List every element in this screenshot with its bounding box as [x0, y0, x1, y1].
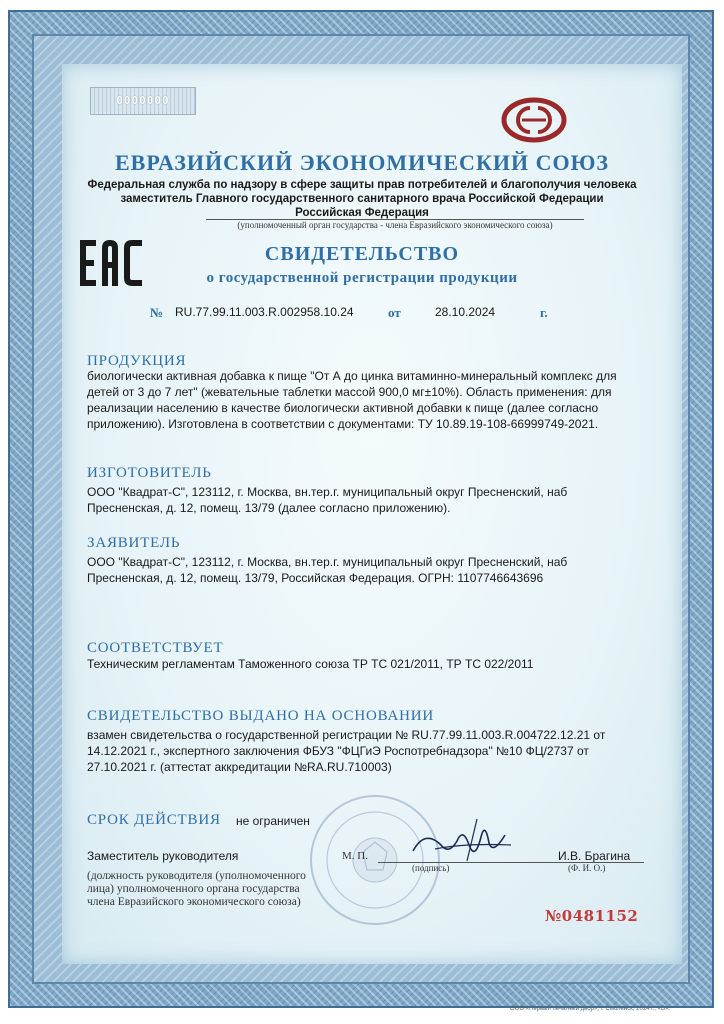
signatory-position: Заместитель руководителя: [87, 849, 239, 863]
position-caption: [87, 870, 306, 909]
union-title: ЕВРАЗИЙСКИЙ ЭКОНОМИЧЕСКИЙ СОЮЗ: [114, 150, 610, 175]
conforms-heading: СООТВЕТСТВУЕТ: [87, 640, 224, 656]
agency-line: заместитель Главного государственного санитарного врача Российской Федерации: [120, 193, 604, 205]
position-caption-line: лица) уполномоченного органа государства: [87, 883, 300, 895]
certificate-date: 28.10.2024: [435, 305, 496, 319]
basis-text: [87, 727, 632, 775]
product-line: детей от 3 до 7 лет" (жевательные таблетки массой 900,0 мг±10%). Область применения: для: [87, 385, 612, 399]
serial-number: №0481152: [545, 907, 639, 925]
product-line: приложению). Изготовлена в соответствии с документами: ТУ 10.89.19-108-66999749-2021.: [87, 417, 599, 431]
form-number-box: [90, 87, 196, 115]
date-label: от: [388, 305, 401, 320]
agency-line: Российская Федерация: [295, 207, 429, 219]
product-line: биологически активная добавка к пище "От А до цинка витаминно-минеральный комплекс для: [87, 369, 617, 383]
agency-caption: (уполномоченный орган государства - члена Евразийского экономического союза): [237, 220, 553, 230]
issuing-agency: [60, 178, 664, 220]
signatory-name: И.В. Брагина: [558, 849, 631, 863]
applicant-line: Пресненская, д. 12, помещ. 13/79, Российская Федерация. ОГРН: 1107746643696: [87, 571, 544, 585]
name-caption: (Ф. И. О.): [568, 863, 606, 873]
number-label: №: [150, 305, 164, 320]
signature-caption: (подпись): [412, 863, 450, 873]
position-caption-line: (должность руководителя (уполномоченного: [87, 870, 306, 882]
manufacturer-line: Пресненская, д. 12, помещ. 13/79 (далее согласно приложению).: [87, 501, 451, 515]
printer-imprint: ООО «Первый печатный двор», г. Смоленск, 2024 г., «В».: [510, 1006, 670, 1012]
certificate-number: RU.77.99.11.003.R.002958.10.24: [175, 305, 354, 319]
year-suffix: г.: [540, 305, 548, 320]
product-line: реализации населению в качестве биологически активной добавки к пище (далее согласно: [87, 401, 599, 415]
basis-line: 27.10.2021 г. (аттестат аккредитации №RA.RU.710003): [87, 760, 392, 774]
manufacturer-heading: ИЗГОТОВИТЕЛЬ: [87, 465, 212, 481]
validity-value: не ограничен: [236, 814, 310, 828]
product-heading: ПРОДУКЦИЯ: [87, 353, 187, 369]
certificate-subtitle: о государственной регистрации продукции: [206, 270, 518, 286]
conforms-text: [87, 656, 632, 672]
agency-line: Федеральная служба по надзору в сфере защиты прав потребителей и благополучия человека: [87, 179, 637, 191]
conforms-line: Техническим регламентам Таможенного союза ТР ТС 021/2011, ТР ТС 022/2011: [87, 657, 534, 671]
position-caption-line: члена Евразийского экономического союза): [87, 896, 301, 908]
applicant-heading: ЗАЯВИТЕЛЬ: [87, 535, 181, 551]
basis-line: 14.12.2021 г., экспертного заключения ФБУЗ "ФЦГиЭ Роспотребнадзора" №10 ФЦ/2737 от: [87, 744, 589, 758]
validity-heading: СРОК ДЕЙСТВИЯ: [87, 812, 221, 828]
basis-heading: СВИДЕТЕЛЬСТВО ВЫДАНО НА ОСНОВАНИИ: [87, 708, 434, 724]
applicant-text: [87, 554, 632, 586]
manufacturer-text: [87, 484, 632, 516]
basis-line: взамен свидетельства о государственной регистрации № RU.77.99.11.003.R.004722.12.21 от: [87, 728, 606, 742]
signature: [405, 815, 520, 865]
form-number-box-text: 0000000: [116, 94, 170, 107]
certificate-title: СВИДЕТЕЛЬСТВО: [264, 243, 460, 265]
manufacturer-line: ООО "Квадрат-С", 123112, г. Москва, вн.тер.г. муниципальный округ Пресненский, наб: [87, 485, 568, 499]
applicant-line: ООО "Квадрат-С", 123112, г. Москва, вн.тер.г. муниципальный округ Пресненский, наб: [87, 555, 568, 569]
conformity-logo: [500, 97, 568, 143]
stamp-place-label: М. П.: [342, 850, 368, 862]
product-text: [87, 368, 632, 432]
